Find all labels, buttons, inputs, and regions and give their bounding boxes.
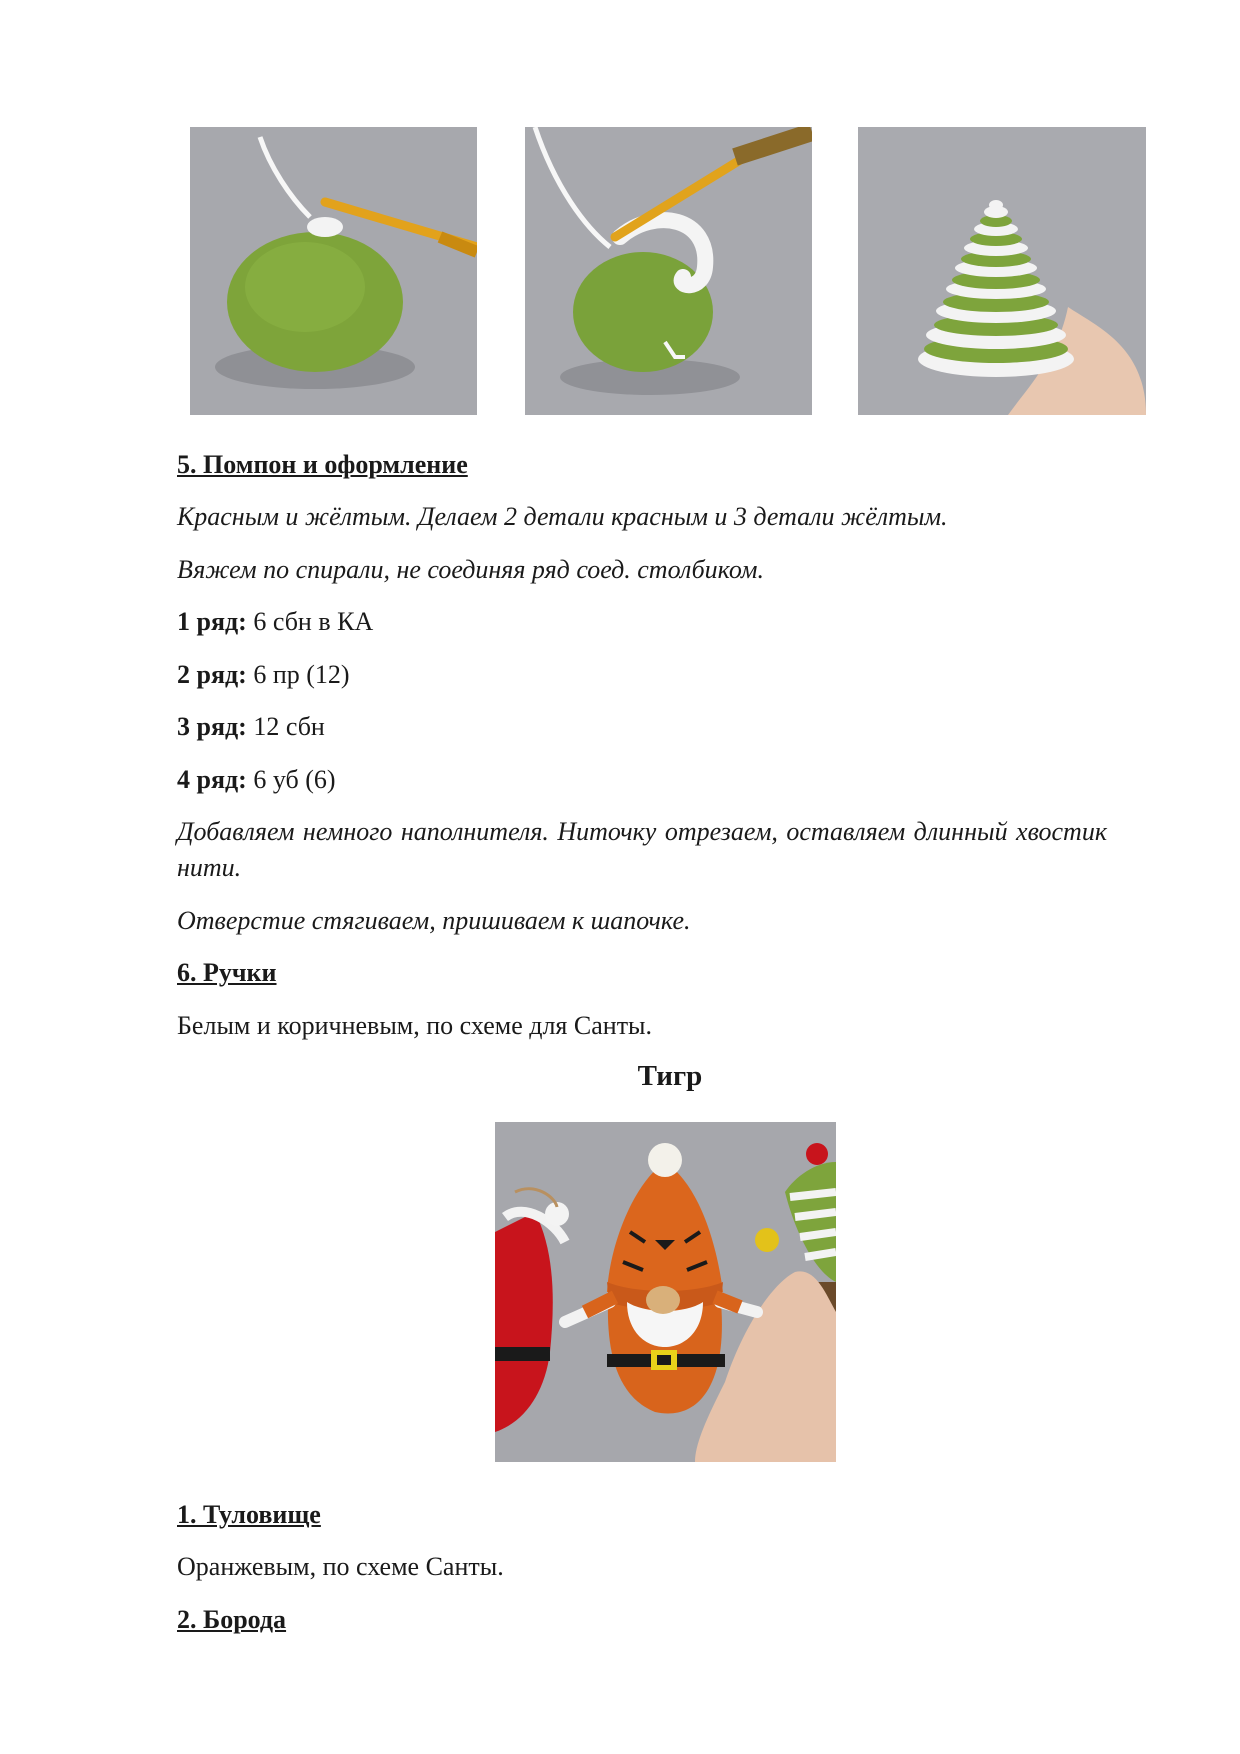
row-3-text: 12 сбн xyxy=(246,712,325,741)
row-4-label: 4 ряд: xyxy=(177,765,247,794)
row-2-text: 6 пр (12) xyxy=(246,660,350,689)
tiger-section-1-text: Оранжевым, по схеме Санты. xyxy=(177,1552,504,1581)
tiger-title: Тигр xyxy=(637,1060,703,1092)
row-1-text: 6 сбн в КА xyxy=(246,607,374,636)
row-2 xyxy=(177,657,350,693)
section-5-line3: Добавляем немного наполнителя. Ниточку отрезаем, оставляем длинный хвостик нити. xyxy=(177,817,1107,882)
tiger-section-1-heading: 1. Туловище xyxy=(177,1500,321,1529)
photo-green-base xyxy=(190,127,477,415)
tiger-section-2-heading: 2. Борода xyxy=(177,1605,287,1634)
photo-white-spiral xyxy=(525,127,812,415)
row-3-label: 3 ряд: xyxy=(177,712,247,741)
section-5-line1: Красным и жёлтым. Делаем 2 детали красным и 3 детали жёлтым. xyxy=(177,502,948,531)
row-4 xyxy=(177,762,336,798)
section-5-heading: 5. Помпон и оформление xyxy=(177,450,468,479)
photo-tiger-gnome xyxy=(495,1122,836,1462)
row-1 xyxy=(177,604,373,640)
section-5-line4: Отверстие стягиваем, пришиваем к шапочке. xyxy=(177,906,691,935)
row-2-label: 2 ряд: xyxy=(177,660,247,689)
row-3 xyxy=(177,709,325,745)
row-1-label: 1 ряд: xyxy=(177,607,247,636)
section-6-heading: 6. Ручки xyxy=(177,958,277,987)
section-6-text: Белым и коричневым, по схеме для Санты. xyxy=(177,1011,653,1040)
photo-finished-tree xyxy=(858,127,1146,415)
row-4-text: 6 уб (6) xyxy=(246,765,336,794)
section-5-line2: Вяжем по спирали, не соединяя ряд соед. столбиком. xyxy=(177,555,764,584)
